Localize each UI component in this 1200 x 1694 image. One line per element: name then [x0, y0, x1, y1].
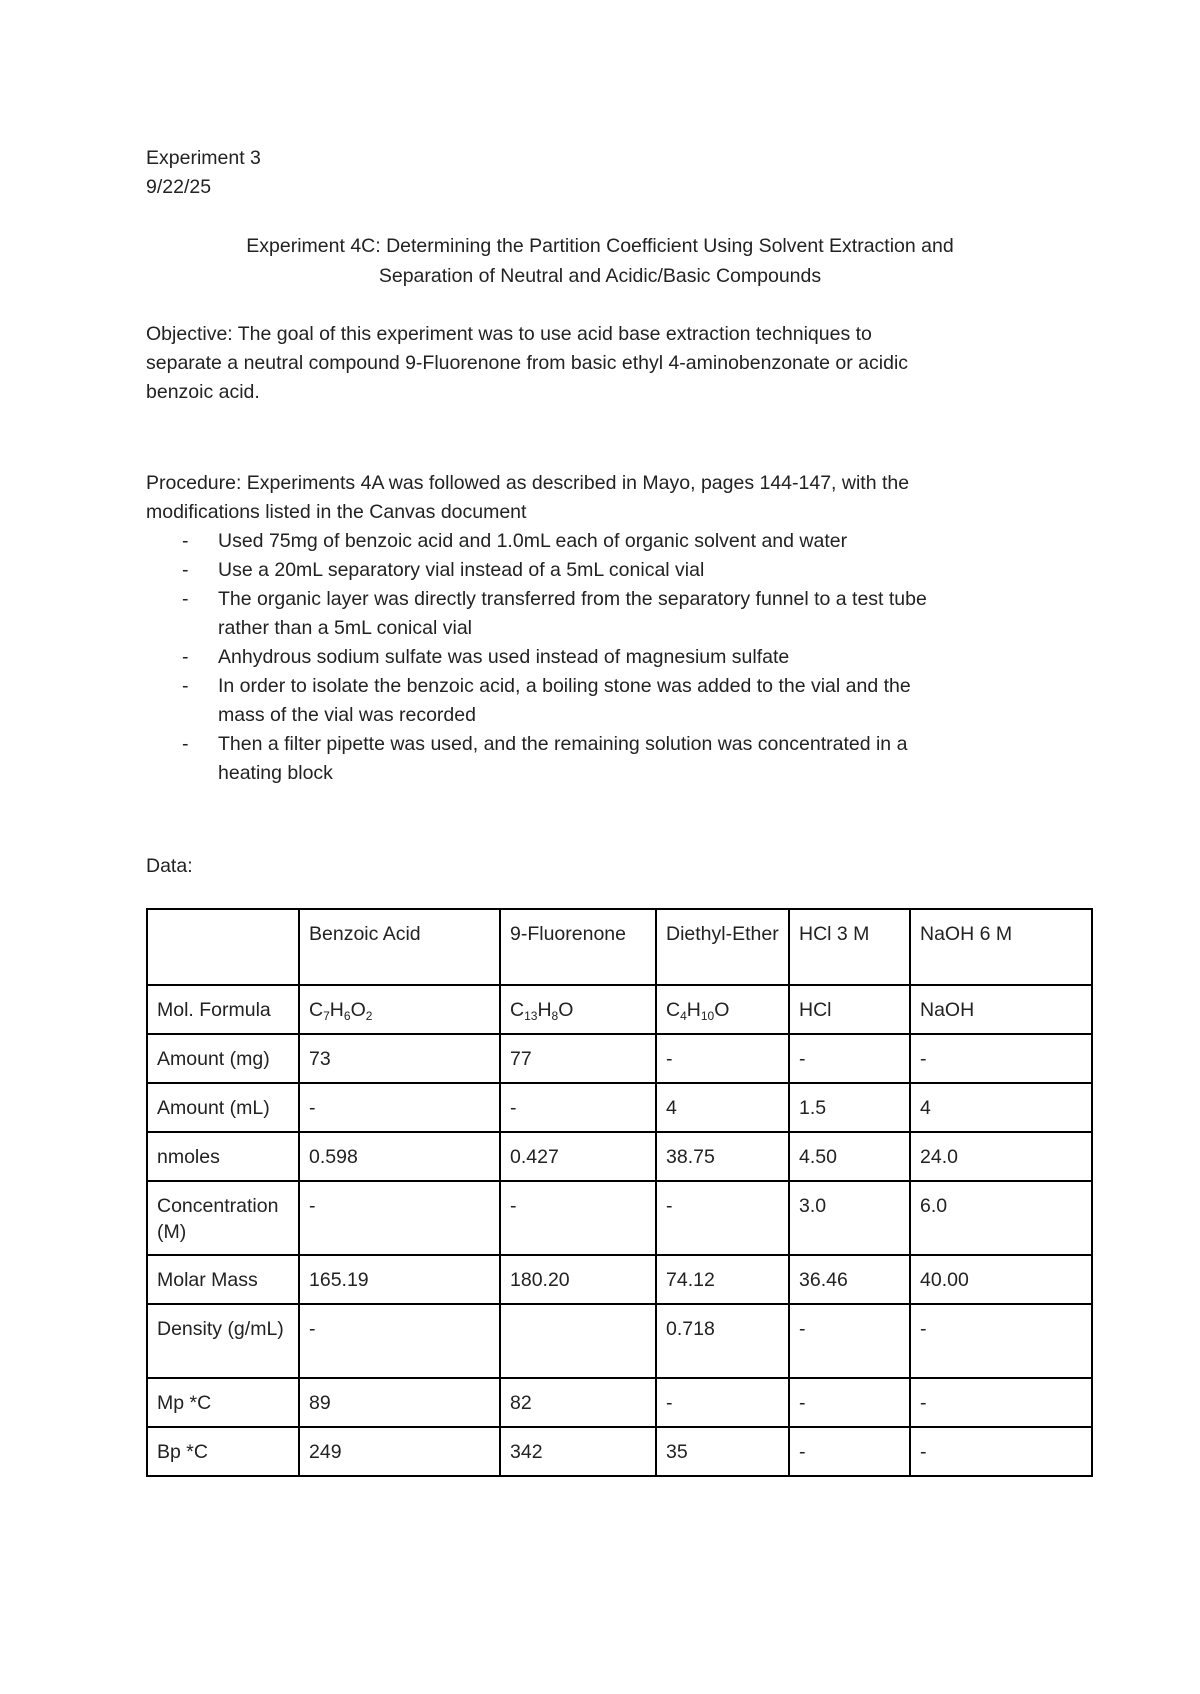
list-item — [146, 527, 1046, 556]
list-item-text: rather than a 5mL conical vial — [218, 617, 472, 639]
bullet-dash: - — [182, 530, 189, 552]
table-cell: 3.0 — [789, 1181, 910, 1255]
row-label: Amount (mL) — [147, 1083, 299, 1132]
table-header-cell: NaOH 6 M — [910, 909, 1092, 985]
table-row — [147, 1427, 1092, 1476]
table-cell: 0.598 — [299, 1132, 500, 1181]
report-date: 9/22/25 — [146, 176, 212, 198]
row-label: Bp *C — [147, 1427, 299, 1476]
table-cell: 77 — [500, 1034, 656, 1083]
table-cell: - — [299, 1304, 500, 1378]
modifications-list — [146, 527, 1046, 788]
list-item-text: Anhydrous sodium sulfate was used instead of magnesium sulfate — [218, 646, 790, 668]
table-cell: 24.0 — [910, 1132, 1092, 1181]
table-cell: 36.46 — [789, 1255, 910, 1304]
row-label: Amount (mg) — [147, 1034, 299, 1083]
table-cell: - — [789, 1427, 910, 1476]
table-header-cell: 9-Fluorenone — [500, 909, 656, 985]
table-cell: 249 — [299, 1427, 500, 1476]
objective-line-2: separate a neutral compound 9-Fluorenone from basic ethyl 4-aminobenzonate or acidic — [146, 352, 909, 374]
title-line-1: Experiment 4C: Determining the Partition Coefficient Using Solvent Extraction and — [246, 235, 954, 257]
table-cell: - — [500, 1083, 656, 1132]
table-cell: 89 — [299, 1378, 500, 1427]
table-header-cell: Benzoic Acid — [299, 909, 500, 985]
table-cell: - — [910, 1304, 1092, 1378]
table-cell — [500, 1304, 656, 1378]
table-cell: - — [656, 1034, 789, 1083]
table-header-cell: HCl 3 M — [789, 909, 910, 985]
formula-cell: $C_4H_{10}O$ — [656, 985, 789, 1034]
table-header-cell: Diethyl-Ether — [656, 909, 789, 985]
list-item-text: Then a filter pipette was used, and the remaining solution was concentrated in a — [218, 733, 908, 755]
bullet-dash: - — [182, 733, 189, 755]
table-row — [147, 1181, 1092, 1255]
data-label: Data: — [146, 855, 193, 877]
table-cell: 165.19 — [299, 1255, 500, 1304]
table-cell: 35 — [656, 1427, 789, 1476]
table-header-cell — [147, 909, 299, 985]
row-label: Mol. Formula — [147, 985, 299, 1034]
list-item-text: Used 75mg of benzoic acid and 1.0mL each of organic solvent and water — [218, 530, 848, 552]
table-row — [147, 1304, 1092, 1378]
bullet-dash: - — [182, 559, 189, 581]
table-cell: - — [789, 1034, 910, 1083]
list-item-text: mass of the vial was recorded — [218, 704, 476, 726]
table-row — [147, 1034, 1092, 1083]
list-item — [146, 672, 1046, 730]
table-cell: - — [910, 1378, 1092, 1427]
bullet-dash: - — [182, 675, 189, 697]
row-label: Molar Mass — [147, 1255, 299, 1304]
formula-cell: NaOH — [910, 985, 1092, 1034]
objective-line-3: benzoic acid. — [146, 381, 260, 403]
bullet-dash: - — [182, 646, 189, 668]
table-cell: - — [656, 1378, 789, 1427]
procedure-line-2: modifications listed in the Canvas document — [146, 501, 527, 523]
list-item-text: heating block — [218, 762, 333, 784]
table-cell: 74.12 — [656, 1255, 789, 1304]
list-item-text: Use a 20mL separatory vial instead of a 5mL conical vial — [218, 559, 705, 581]
table-cell: 180.20 — [500, 1255, 656, 1304]
procedure-line-1: Procedure: Experiments 4A was followed as described in Mayo, pages 144-147, with the — [146, 472, 910, 494]
row-label: Mp *C — [147, 1378, 299, 1427]
table-cell: - — [656, 1181, 789, 1255]
row-label: Concentration (M) — [147, 1181, 299, 1255]
table-cell: - — [789, 1378, 910, 1427]
table-row — [147, 1083, 1092, 1132]
table-cell: 6.0 — [910, 1181, 1092, 1255]
table-cell: 4.50 — [789, 1132, 910, 1181]
list-item — [146, 585, 1046, 643]
row-label: Density (g/mL) — [147, 1304, 299, 1378]
table-cell: - — [910, 1034, 1092, 1083]
table-cell: 38.75 — [656, 1132, 789, 1181]
table-cell: 0.427 — [500, 1132, 656, 1181]
table-row — [147, 1378, 1092, 1427]
table-cell: 4 — [656, 1083, 789, 1132]
table-cell: 73 — [299, 1034, 500, 1083]
formula-cell: $C_{13}H_8O$ — [500, 985, 656, 1034]
table-cell: - — [500, 1181, 656, 1255]
list-item-text: In order to isolate the benzoic acid, a boiling stone was added to the vial and the — [218, 675, 911, 697]
list-item — [146, 556, 1046, 585]
table-cell: 4 — [910, 1083, 1092, 1132]
formula-cell: $C_7H_6O_2$ — [299, 985, 500, 1034]
table-cell: - — [299, 1083, 500, 1132]
table-row — [147, 1132, 1092, 1181]
table-cell: 342 — [500, 1427, 656, 1476]
list-item — [146, 730, 1046, 788]
table-cell: 1.5 — [789, 1083, 910, 1132]
table-cell: 0.718 — [656, 1304, 789, 1378]
experiment-label: Experiment 3 — [146, 147, 261, 169]
objective-line-1: Objective: The goal of this experiment was to use acid base extraction techniques to — [146, 323, 872, 345]
table-cell: - — [789, 1304, 910, 1378]
table-row — [147, 1255, 1092, 1304]
row-label: nmoles — [147, 1132, 299, 1181]
bullet-dash: - — [182, 588, 189, 610]
list-item — [146, 643, 1046, 672]
table-header-row — [147, 909, 1092, 985]
table-cell: - — [299, 1181, 500, 1255]
table-cell: 40.00 — [910, 1255, 1092, 1304]
table-cell: 82 — [500, 1378, 656, 1427]
formula-cell: HCl — [789, 985, 910, 1034]
table-row — [147, 985, 1092, 1034]
title-line-2: Separation of Neutral and Acidic/Basic Compounds — [378, 265, 822, 287]
list-item-text: The organic layer was directly transferred from the separatory funnel to a test tube — [218, 588, 927, 610]
reagent-table — [146, 908, 1093, 1477]
table-cell: - — [910, 1427, 1092, 1476]
